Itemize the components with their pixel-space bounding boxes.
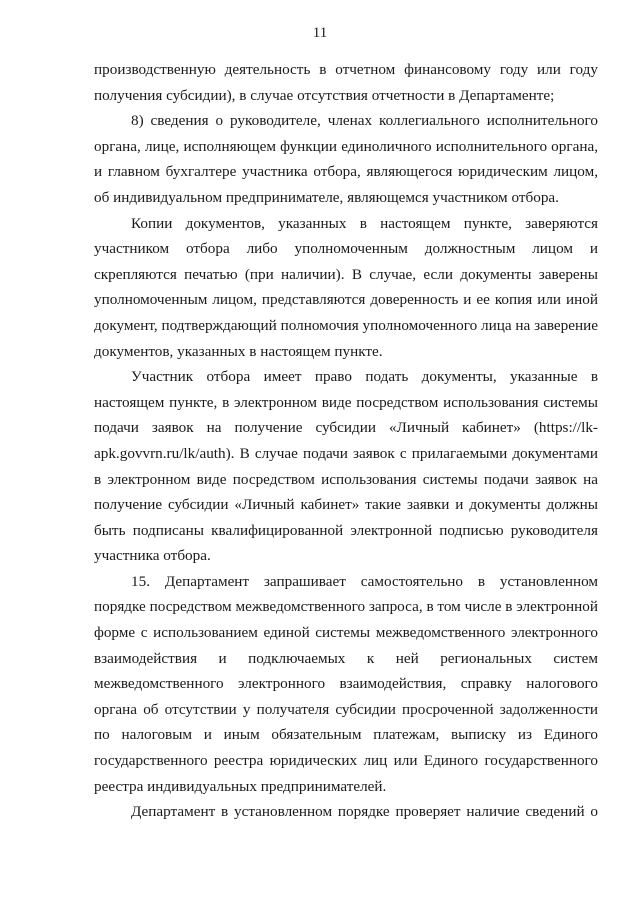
paragraph-document-copies: Копии документов, указанных в настоящем пункте, заверяются участником отбора либо уполномоченным должностным лицом и скрепляются печатью (при наличии). В случае, если документы заверены уполномоченным лицом, представляются доверенность и ее копия или иной документ, подтверждающий полномочия уполномоченного лица на заверение документов, указанных в настоящем пункте.	[94, 214, 598, 360]
paragraph-item-8: 8) сведения о руководителе, членах коллегиального исполнительного органа, лице, исполняющем функции единоличного исполнительного органа, и главном бухгалтере участника отбора, являющегося юридическим лицом, об индивидуальном предпринимателе, являющемся участником отбора.	[94, 112, 598, 206]
paragraph-electronic-submission: Участник отбора имеет право подать документы, указанные в настоящем пункте, в электронном виде посредством использования системы подачи заявок на получение субсидии «Личный кабинет» (https://lk-apk.govvrn.ru/lk/auth). В случае подачи заявок с прилагаемыми документами в электронном виде посредством использования системы подачи заявок на получение субсидии «Личный кабинет» такие заявки и документы должны быть подписаны квалифицированной электронной подписью руководителя участника отбора.	[94, 368, 598, 565]
paragraph-continuation: производственную деятельность в отчетном финансовому году или году получения субсидии), в случае отсутствия отчетности в Департаменте;	[94, 61, 598, 104]
paragraph-item-15: 15. Департамент запрашивает самостоятельно в установленном порядке посредством межведомственного запроса, в том числе в электронной форме с использованием единой системы межведомственного электронного взаимодействия и подключаемых к ней региональных систем межведомственного электронного взаимодействия, справку налогового органа об отсутствии у получателя субсидии просроченной задолженности по налоговым и иным обязательным платежам, выписку из Единого государственного реестра юридических лиц или Единого государственного реестра индивидуальных предпринимателей.	[94, 572, 598, 795]
page-number: 11	[312, 25, 328, 41]
document-body	[94, 57, 598, 825]
paragraph-department-check: Департамент в установленном порядке проверяет наличие сведений о	[131, 803, 598, 821]
